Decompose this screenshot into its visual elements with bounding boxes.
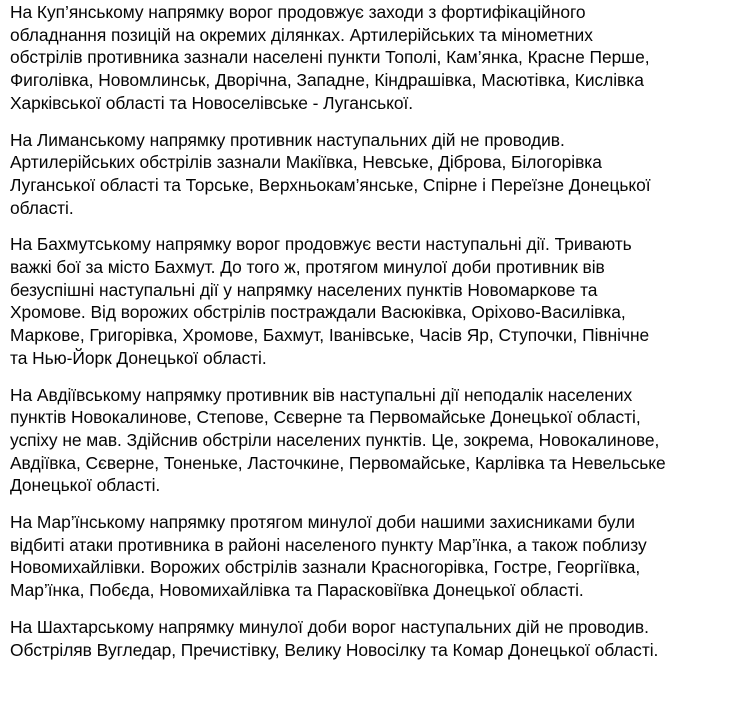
text-line: На Шахтарському напрямку минулої доби ворог наступальних дій не проводив. <box>10 616 649 637</box>
text-line: області. <box>10 197 74 218</box>
text-line: пунктів Новокалинове, Степове, Сєверне та Первомайське Донецької області, <box>10 407 641 428</box>
text-line: відбиті атаки противника в районі населеного пункту Мар’їнка, а також поблизу <box>10 534 647 555</box>
text-line: Фиголівка, Новомлинськ, Дворічна, Западне, Кіндрашівка, Масютівка, Кислівка <box>10 70 644 91</box>
text-line: На Авдіївському напрямку противник вів наступальні дії неподалік населених <box>10 384 633 405</box>
paragraph-bakhmut <box>10 233 727 369</box>
paragraph-kupiansk <box>10 1 727 115</box>
text-line: безуспішні наступальні дії у напрямку населених пунктів Новомаркове та <box>10 279 598 300</box>
text-line: Хромове. Від ворожих обстрілів постраждали Васюківка, Оріхово-Василівка, <box>10 302 626 323</box>
paragraph-avdiivka <box>10 384 727 498</box>
paragraph-marinka <box>10 511 727 602</box>
text-line: та Нью-Йорк Донецької області. <box>10 347 267 368</box>
text-line: обстрілів противника зазнали населені пункти Тополі, Кам’янка, Красне Перше, <box>10 47 650 68</box>
text-line: важкі бої за місто Бахмут. До того ж, протягом минулої доби противник вів <box>10 257 605 278</box>
text-line: Новомихайлівки. Ворожих обстрілів зазнали Красногорівка, Гостре, Георгіївка, <box>10 557 641 578</box>
text-line: На Бахмутському напрямку ворог продовжує вести наступальні дії. Тривають <box>10 234 632 255</box>
text-line: На Куп’янському напрямку ворог продовжує заходи з фортифікаційного <box>10 2 586 22</box>
text-line: Артилерійських обстрілів зазнали Макіївка, Невське, Діброва, Білогорівка <box>10 152 602 173</box>
text-line: Донецької області. <box>10 475 161 496</box>
text-line: Харківської області та Новоселівське - Луганської. <box>10 92 414 113</box>
text-line: Маркове, Григорівка, Хромове, Бахмут, Іванівське, Часів Яр, Ступочки, Північне <box>10 325 650 346</box>
paragraph-shakhtarsk <box>10 616 727 661</box>
text-line: успіху не мав. Здійснив обстріли населених пунктів. Це, зокрема, Новокалинове, <box>10 429 660 450</box>
text-line: обладнання позицій на окремих ділянках. Артилерійських та мінометних <box>10 24 593 45</box>
text-line: Мар’їнка, Побєда, Новомихайлівка та Парасковіївка Донецької області. <box>10 580 584 601</box>
text-line: Авдіївка, Сєверне, Тоненьке, Ласточкине, Первомайське, Карлівка та Невельське <box>10 452 666 473</box>
text-line: Луганської області та Торське, Верхньокам’янське, Спірне і Переїзне Донецької <box>10 174 651 195</box>
text-line: Обстріляв Вугледар, Пречистівку, Велику Новосілку та Комар Донецької області. <box>10 639 659 660</box>
paragraph-lyman <box>10 129 727 220</box>
text-line: На Лиманському напрямку противник наступальних дій не проводив. <box>10 129 565 150</box>
text-line: На Мар’їнському напрямку протягом минулої доби нашими захисниками були <box>10 512 635 533</box>
